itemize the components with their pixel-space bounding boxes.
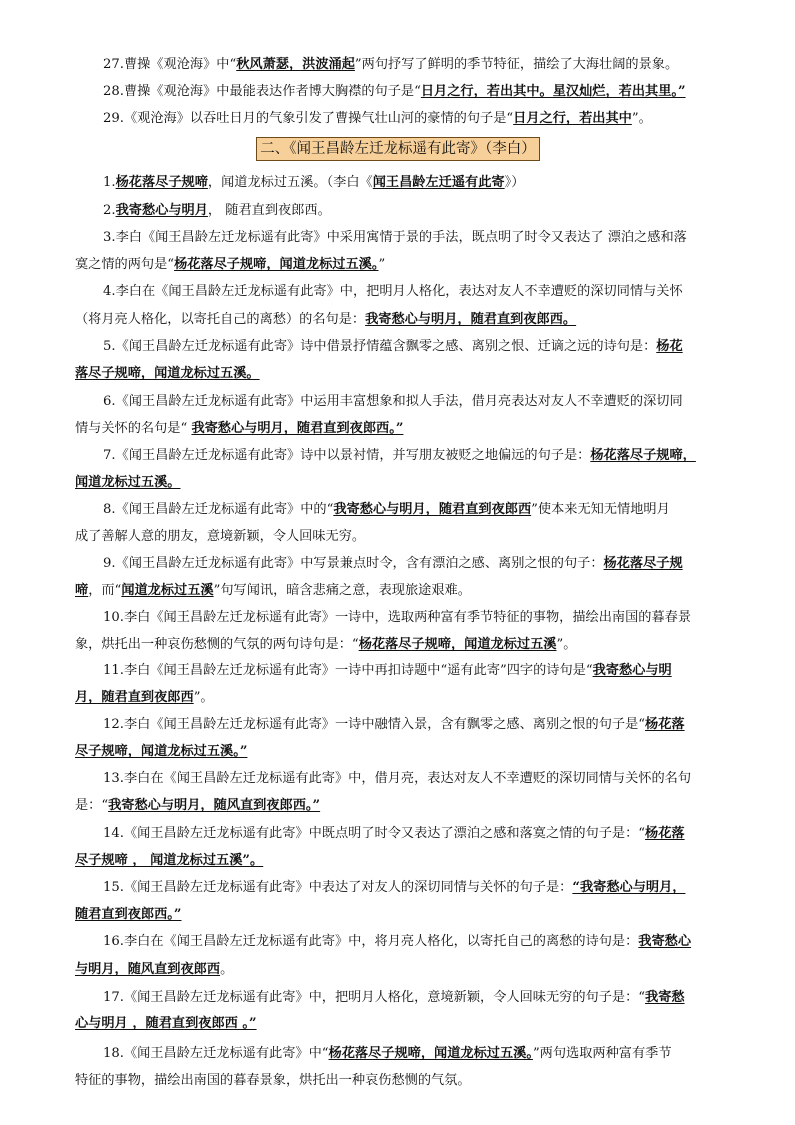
answer-text: 尽子规啼，闻道龙标过五溪。” — [75, 744, 248, 759]
prompt-text: 13.李白在《闻王昌龄左迁龙标遥有此寄》中，借月亮，表达对友人不幸遭贬的深切同情与关怀的名句 — [103, 771, 692, 786]
text-line — [103, 934, 691, 950]
prompt-text: ， 随君直到夜郎西。 — [207, 203, 331, 218]
prompt-text: 4.李白在《闻王昌龄左迁龙标遥有此寄》中，把明月人格化，表达对友人不幸遭贬的深切同情与关怀 — [103, 284, 683, 299]
answer-text: 闻王昌龄左迁遥有此寄 — [372, 175, 505, 190]
prompt-text: 1. — [103, 175, 116, 190]
answer-text: 杨花落尽子规啼， — [590, 448, 696, 463]
answer-text: “我寄愁心与明月， — [572, 880, 686, 895]
prompt-text: ”两句选取两种富有季节 — [532, 1046, 672, 1061]
answer-text: 我寄愁心 — [638, 934, 692, 949]
answer-text: 杨花落 — [645, 826, 685, 841]
answer-text: 我寄愁 — [645, 990, 685, 1005]
text-line — [103, 717, 685, 733]
prompt-text: 17.《闻王昌龄左迁龙标遥有此寄》中，把明月人格化，意境新颖，令人回味无穷的句子是：“ — [103, 990, 646, 1005]
prompt-text: 29.《观沧海》以吞吐日月的气象引发了曹操气壮山河的豪情的句子是“ — [103, 111, 514, 126]
text-line — [75, 744, 247, 760]
prompt-text: ”两句抒写了鲜明的季节特征，描绘了大海壮阔的景象。 — [354, 57, 679, 72]
answer-text: 闻道龙标过五溪 — [121, 583, 214, 598]
answer-text: 日月之行，若出其中 — [513, 111, 632, 126]
prompt-text: 5.《闻王昌龄左迁龙标遥有此寄》诗中借景抒情蕴含飘零之感、离别之恨、迁谪之远的诗句是： — [103, 339, 657, 354]
answer-text: 我寄愁心与明月，随君直到夜郎西。” — [191, 421, 404, 436]
prompt-text: ”。 — [631, 111, 652, 126]
text-line — [75, 312, 576, 328]
text-line — [75, 907, 182, 923]
text-line — [103, 1046, 672, 1062]
answer-text: 杨花落尽子规 — [603, 556, 683, 571]
prompt-text: ，而“ — [88, 583, 122, 598]
prompt-text: 8.《闻王昌龄左迁龙标遥有此寄》中的“ — [103, 502, 334, 517]
answer-text: 尽子规啼 ， 闻道龙标过五溪”。 — [75, 853, 264, 868]
answer-text: 闻道龙标过五溪。 — [75, 475, 181, 490]
answer-text: 与明月，随风直到夜郎西 — [75, 962, 221, 977]
prompt-text: 。 — [220, 962, 234, 977]
answer-text: 月，随君直到夜郎西 — [75, 690, 194, 705]
section-header: 二、《闻王昌龄左迁龙标遥有此寄》（李白） — [256, 137, 540, 161]
text-line — [75, 583, 471, 599]
prompt-text: 寞之情的两句是“ — [75, 257, 175, 272]
prompt-text: （将月亮人格化，以寄托自己的离愁）的名句是： — [75, 312, 366, 327]
answer-text: 我寄愁心与明月，随君直到夜郎西 — [333, 502, 532, 517]
answer-text: 落尽子规啼，闻道龙标过五溪。 — [75, 366, 260, 381]
prompt-text: 》） — [504, 175, 525, 190]
text-line — [103, 556, 683, 572]
answer-text: 杨花落尽子规啼，闻道龙标过五溪。 — [174, 257, 379, 272]
text-line — [75, 798, 320, 814]
text-line — [75, 475, 181, 491]
prompt-text: ，闻道龙标过五溪。（李白《 — [207, 175, 373, 190]
text-line — [75, 637, 576, 653]
text-line — [103, 990, 685, 1006]
text-line — [103, 111, 652, 127]
prompt-text: 18.《闻王昌龄左迁龙标遥有此寄》中“ — [103, 1046, 329, 1061]
text-line — [103, 284, 683, 300]
prompt-text: 象，烘托出一种哀伤愁恻的气氛的两句诗句是：“ — [75, 637, 359, 652]
prompt-text: ” — [378, 257, 386, 272]
answer-text: 随君直到夜郎西。” — [75, 907, 182, 922]
text-line — [75, 962, 233, 978]
text-line — [103, 84, 686, 100]
text-line — [75, 853, 263, 869]
prompt-text: 是：“ — [75, 798, 109, 813]
answer-text: 杨花落尽子规啼 — [115, 175, 208, 190]
prompt-text: 3.李白《闻王昌龄左迁龙标遥有此寄》中采用寓情于景的手法，既点明了时令又表达了 漂泊之感和落 — [103, 230, 687, 245]
prompt-text: 2. — [103, 203, 116, 218]
text-line — [103, 663, 672, 679]
text-line — [75, 690, 214, 706]
text-line — [75, 1073, 471, 1089]
text-line — [103, 610, 691, 626]
prompt-text: 16.李白在《闻王昌龄左迁龙标遥有此寄》中，将月亮人格化，以寄托自己的离愁的诗句是： — [103, 934, 639, 949]
text-line — [75, 257, 385, 273]
answer-text: 秋风萧瑟，洪波涌起 — [236, 57, 355, 72]
answer-text: 我寄愁心与明月 — [115, 203, 208, 218]
prompt-text: 9.《闻王昌龄左迁龙标遥有此寄》中写景兼点时令，含有漂泊之感、离别之恨的句子： — [103, 556, 604, 571]
answer-text: 我寄愁心与明月，随风直到夜郎西。” — [108, 798, 321, 813]
prompt-text: 27.曹操《观沧海》中“ — [103, 57, 237, 72]
prompt-text: 14.《闻王昌龄左迁龙标遥有此寄》中既点明了时令又表达了漂泊之感和落寞之情的句子是：“ — [103, 826, 646, 841]
answer-text: 我寄愁心与明月，随君直到夜郎西。 — [365, 312, 577, 327]
answer-text: 日月之行，若出其中。星汉灿烂，若出其里。” — [420, 84, 686, 99]
prompt-text: 特征的事物，描绘出南国的暮春景象，烘托出一种哀伤愁恻的气氛。 — [75, 1073, 471, 1088]
prompt-text: ”。 — [193, 690, 214, 705]
text-line — [75, 366, 260, 382]
text-line — [103, 771, 691, 787]
text-line — [75, 529, 365, 545]
answer-text: 杨花落尽子规啼，闻道龙标过五溪 — [358, 637, 557, 652]
answer-text: 啼 — [75, 583, 89, 598]
answer-text: 杨花落尽子规啼，闻道龙标过五溪。 — [328, 1046, 533, 1061]
prompt-text: 10.李白《闻王昌龄左迁龙标遥有此寄》一诗中，选取两种富有季节特征的事物，描绘出南国的暮春景 — [103, 610, 692, 625]
prompt-text: ”使本来无知无情地明月 — [531, 502, 670, 517]
prompt-text: 情与关怀的名句是“ — [75, 421, 192, 436]
text-line — [75, 1016, 257, 1032]
prompt-text: 成了善解人意的朋友，意境新颖，令人回味无穷。 — [75, 529, 366, 544]
text-line — [103, 394, 683, 410]
prompt-text: 12.李白《闻王昌龄左迁龙标遥有此寄》一诗中融情入景，含有飘零之感、离别之恨的句子是“ — [103, 717, 646, 732]
text-line — [75, 421, 403, 437]
text-line — [103, 230, 687, 246]
text-line — [103, 175, 524, 191]
text-line — [103, 880, 685, 896]
prompt-text: 11.李白《闻王昌龄左迁龙标遥有此寄》一诗中再扣诗题中“遥有此寄”四字的诗句是“ — [103, 663, 593, 678]
text-line — [103, 826, 685, 842]
text-line — [103, 339, 683, 355]
answer-text: 杨花落 — [645, 717, 685, 732]
prompt-text: 28.曹操《观沧海》中最能表达作者博大胸襟的句子是“ — [103, 84, 421, 99]
answer-text: 杨花 — [656, 339, 683, 354]
text-line — [103, 448, 696, 464]
text-line — [103, 203, 331, 219]
prompt-text: 15.《闻王昌龄左迁龙标遥有此寄》中表达了对友人的深切同情与关怀的句子是： — [103, 880, 573, 895]
text-line — [103, 502, 670, 518]
text-line — [103, 57, 678, 73]
prompt-text: ”句写闻讯，暗含悲痛之意，表现旅途艰难。 — [213, 583, 471, 598]
answer-text: 我寄愁心与明 — [592, 663, 672, 678]
prompt-text: ”。 — [556, 637, 577, 652]
answer-text: 心与明月 ，随君直到夜郎西 。” — [75, 1016, 257, 1031]
prompt-text: 7.《闻王昌龄左迁龙标遥有此寄》诗中以景衬情，并写朋友被贬之地偏远的句子是： — [103, 448, 591, 463]
prompt-text: 6.《闻王昌龄左迁龙标遥有此寄》中运用丰富想象和拟人手法，借月亮表达对友人不幸遭贬的深切同 — [103, 394, 683, 409]
